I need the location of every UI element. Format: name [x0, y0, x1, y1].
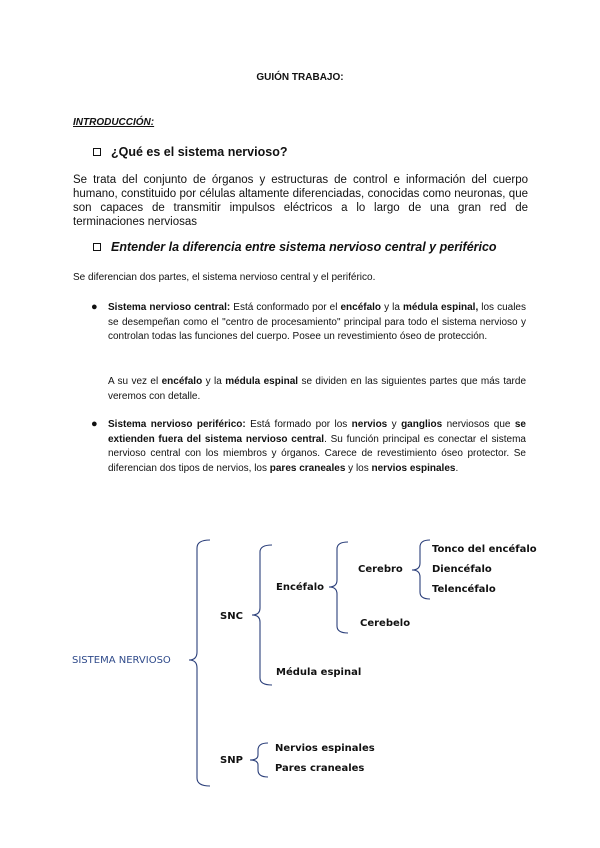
diagram-snc: SNC	[220, 611, 243, 622]
diagram-root: SISTEMA NERVIOSO	[72, 655, 171, 666]
text: nerviosos que	[442, 419, 515, 430]
diagram-telencefalo: Telencéfalo	[432, 584, 496, 595]
diagram-medula: Médula espinal	[276, 667, 362, 678]
text: Está formado por los	[245, 419, 352, 430]
text: y la	[381, 302, 403, 313]
question-1-text: ¿Qué es el sistema nervioso?	[111, 145, 288, 159]
bold-term: ganglios	[401, 419, 443, 430]
bold-term: encéfalo	[161, 376, 203, 387]
bold-term: encéfalo	[340, 302, 382, 313]
bold-term: nervios espinales	[371, 462, 456, 474]
brace-snc	[252, 545, 272, 685]
diagram-cerebro: Cerebro	[358, 564, 403, 575]
text: .	[455, 462, 459, 474]
text: y la	[202, 376, 226, 387]
bold-term: se extienden fuera del sistema nervioso central	[108, 419, 526, 445]
paragraph-1: Se trata del conjunto de órganos y estructuras de control e información del cuerpo humano, constituido por células altamente diferenciadas, conocidas como neuronas, que son capaces de transmitir impulsos eléctricos a lo largo de una gran red de terminaciones nerviosas	[73, 174, 528, 228]
question-2-text: Entender la diferencia entre sistema nervioso central y periférico	[111, 240, 497, 254]
diagram-diencefalo: Diencéfalo	[432, 564, 492, 575]
document-title: GUIÓN TRABAJO:	[256, 72, 344, 83]
brace-snp	[250, 743, 268, 777]
bullet-icon: ●	[91, 418, 98, 430]
text: A su vez el	[108, 376, 162, 387]
bold-term: nervios	[351, 419, 388, 430]
diagram-tronco: Tonco del encéfalo	[432, 544, 537, 555]
brace-root	[189, 540, 210, 786]
bullet-central-label: Sistema nervioso central:	[108, 302, 231, 313]
diagram-pares-craneales: Pares craneales	[275, 763, 365, 774]
text: los cuales se desempeñan como el "centro de procesamiento" principal para todo el sistema nervioso y controlan todas las funciones del cuerpo. Posee un revestimiento óseo de protección.	[108, 302, 526, 342]
text: Está conformado por el	[230, 302, 341, 313]
bold-term: médula espinal	[225, 376, 299, 387]
text: . Su función principal es conectar el sistema nervioso central con los miembros y órganos. Carece de revestimiento óseo protector. Se diferencian dos tipos de nervios, los	[108, 433, 526, 474]
text: y los	[345, 462, 372, 474]
bold-term: pares craneales	[269, 462, 346, 474]
diagram-snp: SNP	[220, 755, 243, 766]
diagram-nervios-espinales: Nervios espinales	[275, 743, 375, 754]
bold-term: médula espinal,	[402, 302, 479, 313]
diagram-cerebelo: Cerebelo	[360, 618, 411, 629]
paragraph-2: Se diferencian dos partes, el sistema nervioso central y el periférico.	[73, 272, 376, 283]
bullet-peripheral-label: Sistema nervioso periférico:	[108, 419, 246, 430]
text: y	[387, 419, 402, 430]
brace-encefalo	[329, 542, 348, 633]
brace-cerebro	[412, 540, 430, 599]
intro-heading: INTRODUCCIÓN:	[73, 117, 155, 128]
text: se dividen en las siguientes partes que más tarde veremos con detalle.	[108, 376, 526, 402]
bullet-icon: ●	[91, 301, 98, 313]
diagram-encefalo: Encéfalo	[276, 582, 325, 593]
